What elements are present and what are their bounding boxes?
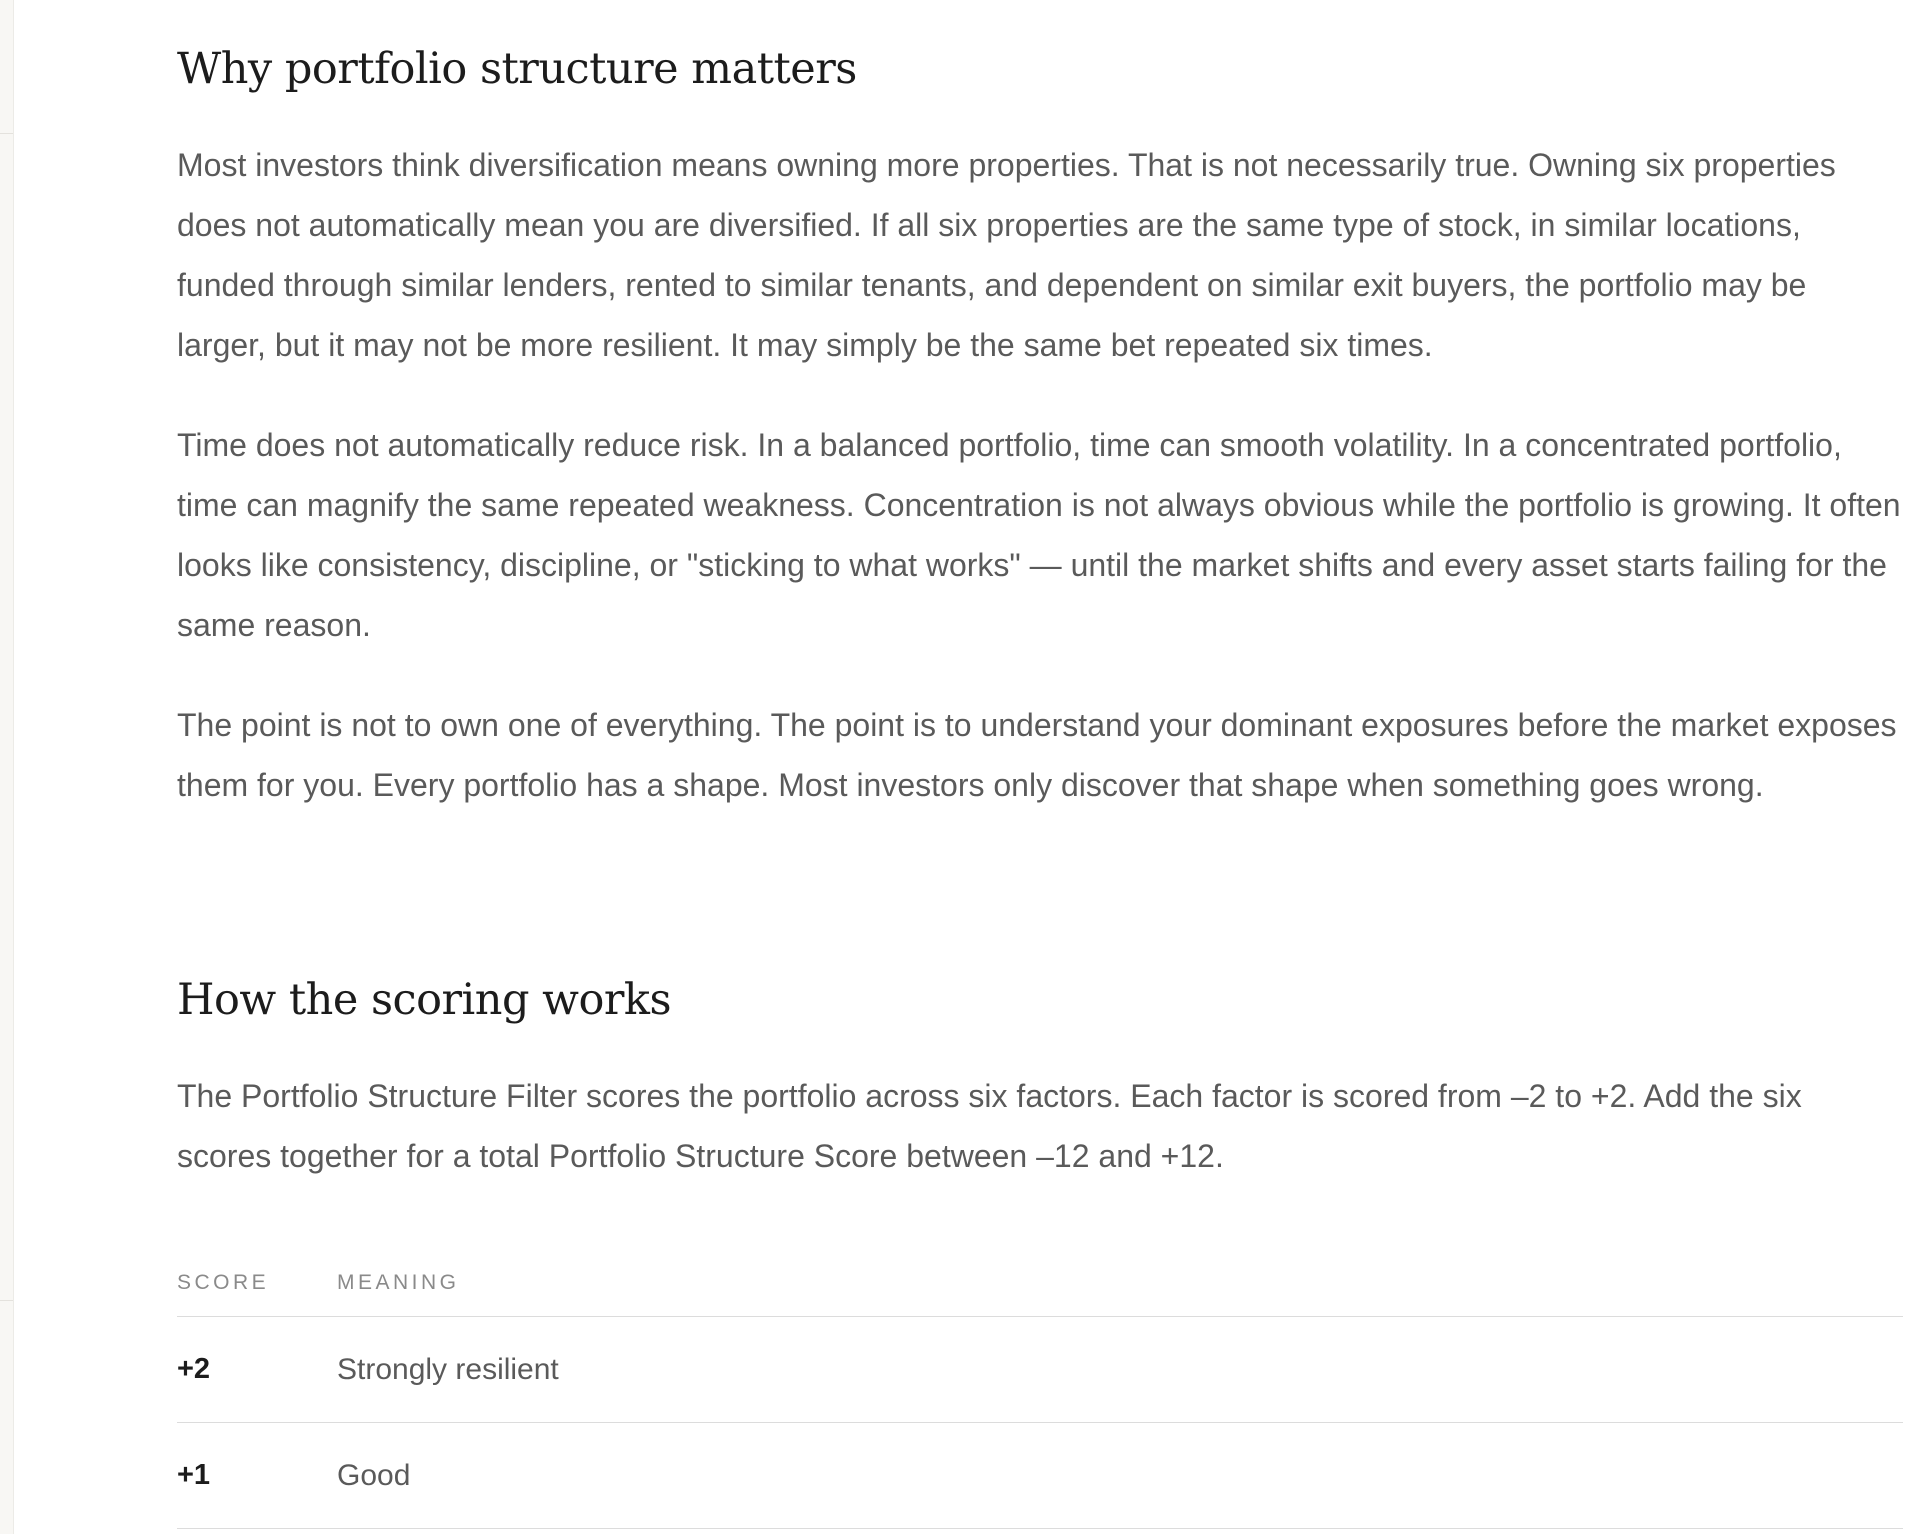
paragraph: Time does not automatically reduce risk. In a balanced portfolio, time can smooth volatility. In a concentrated portfolio, time can magnify the same repeated weakness. Concentration is not always obvious while the portfolio is growing. It often looks like consistency, discipline, or "sticking to what works" — until the market shifts and every asset starts failing for the same reason. [177,427,1901,643]
meaning-cell: Strongly resilient [337,1352,559,1386]
table-row [177,1423,1903,1529]
meaning-cell: Good [337,1458,411,1492]
column-header-meaning: MEANING [337,1271,460,1294]
score-cell: +2 [177,1353,211,1385]
section-heading-why: Why portfolio structure matters [177,44,857,94]
paragraph: The point is not to own one of everything. The point is to understand your dominant exposures before the market exposes them for you. Every portfolio has a shape. Most investors only discover that shape when something goes wrong. [177,707,1897,803]
score-table [177,1250,1903,1529]
paragraph: The Portfolio Structure Filter scores the portfolio across six factors. Each factor is scored from –2 to +2. Add the six scores together for a total Portfolio Structure Score between –12 and +12. [177,1078,1802,1174]
score-cell: +1 [177,1459,211,1491]
left-sidebar-rail [0,0,14,1534]
paragraph: Most investors think diversification means owning more properties. That is not necessarily true. Owning six properties does not automatically mean you are diversified. If all six properties are the same type of stock, in similar locations, funded through similar lenders, rented to similar tenants, and dependent on similar exit buyers, the portfolio may be larger, but it may not be more resilient. It may simply be the same bet repeated six times. [177,147,1836,363]
rail-divider [0,133,13,134]
section-heading-how: How the scoring works [177,975,672,1025]
column-header-score: SCORE [177,1271,270,1294]
rail-divider [0,1300,13,1301]
table-row [177,1317,1903,1423]
table-header [177,1250,1903,1317]
